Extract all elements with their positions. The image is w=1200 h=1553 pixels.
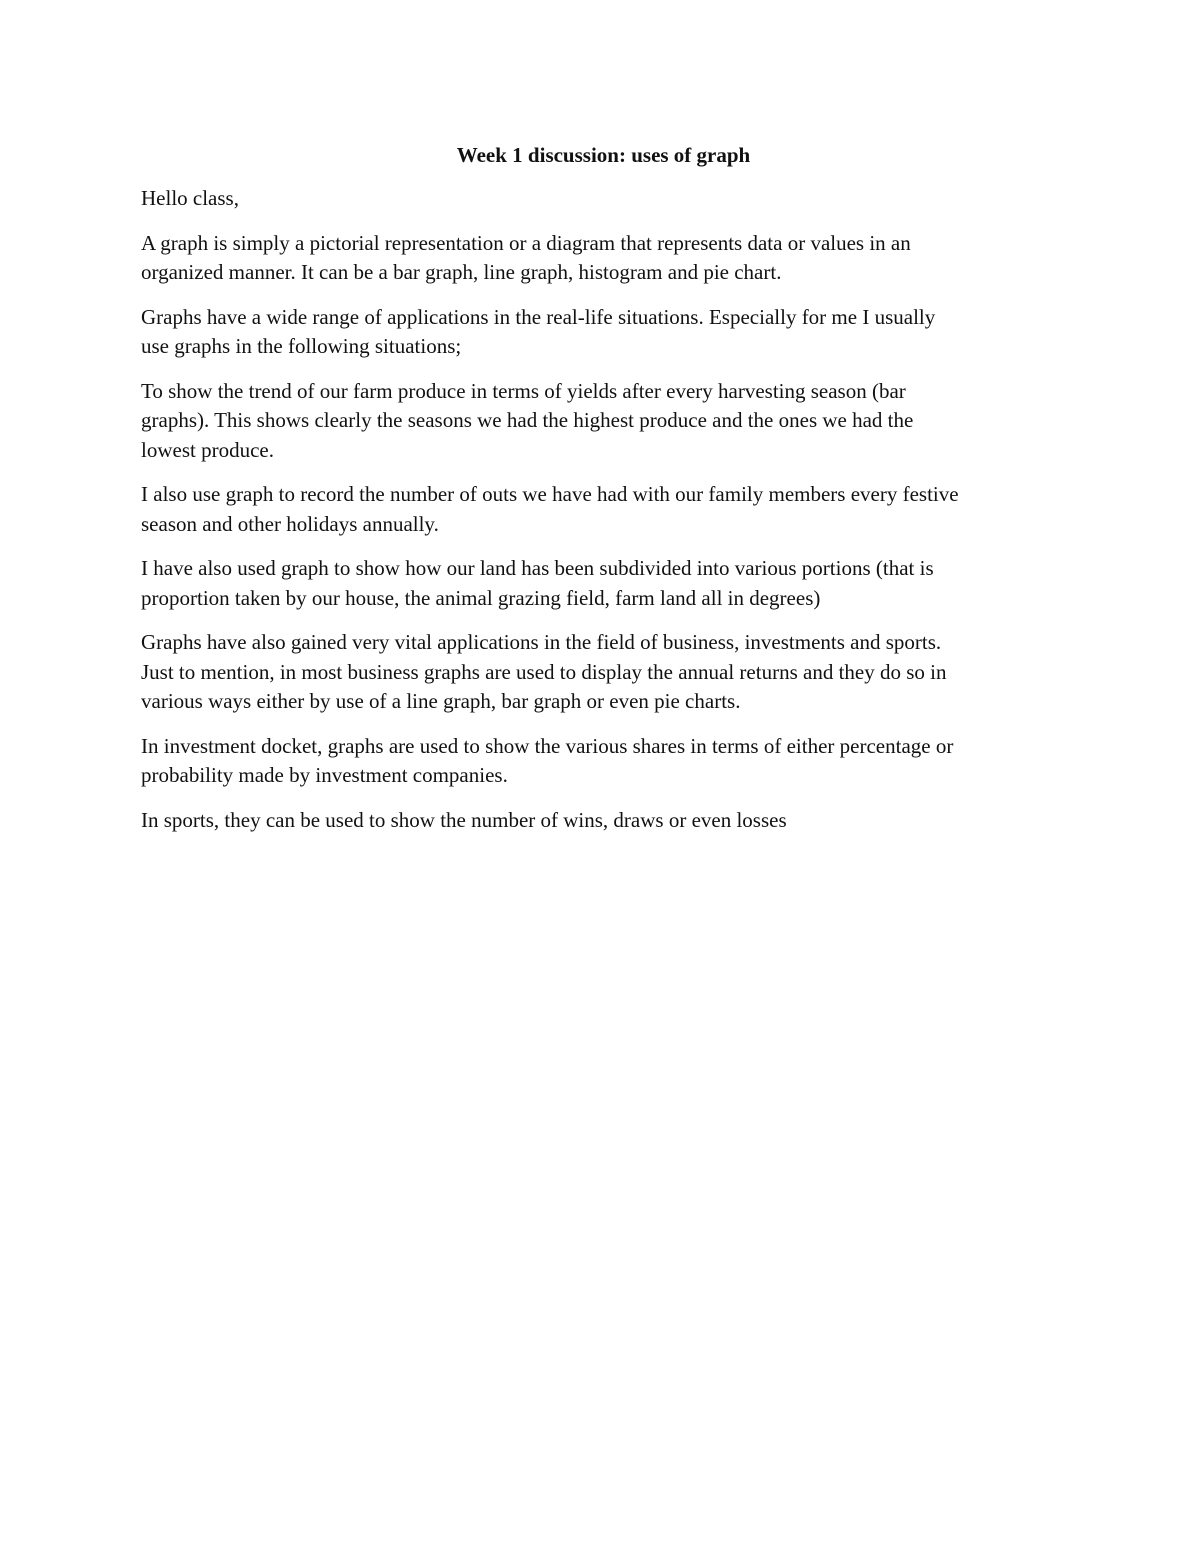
paragraph-applications bbox=[141, 303, 1066, 362]
paragraph-line: Just to mention, in most business graphs are used to display the annual returns and they do so in bbox=[141, 659, 947, 684]
paragraph-investment bbox=[141, 732, 1066, 791]
paragraph-line: graphs). This shows clearly the seasons we had the highest produce and the ones we had the bbox=[141, 408, 914, 432]
paragraph-business bbox=[141, 628, 1066, 717]
paragraph-sports bbox=[141, 806, 1066, 836]
paragraph-line: proportion taken by our house, the animal grazing field, farm land all in degrees) bbox=[141, 585, 821, 610]
paragraph-line: lowest produce. bbox=[141, 437, 274, 462]
paragraph-definition bbox=[141, 229, 1066, 288]
paragraph-line: Hello class, bbox=[141, 186, 239, 210]
paragraph-line: probability made by investment companies. bbox=[141, 763, 508, 787]
document-body bbox=[141, 140, 1066, 850]
paragraph-line: In sports, they can be used to show the number of wins, draws or even losses bbox=[141, 807, 787, 832]
paragraph-greeting bbox=[141, 184, 1066, 214]
paragraph-family-outs bbox=[141, 480, 1066, 539]
paragraph-line: I have also used graph to show how our land has been subdivided into various portions (that is bbox=[141, 556, 934, 580]
paragraph-land-subdivision bbox=[141, 554, 1066, 613]
paragraph-line: In investment docket, graphs are used to show the various shares in terms of either percentage or bbox=[141, 733, 954, 758]
paragraph-line: To show the trend of our farm produce in terms of yields after every harvesting season (bar bbox=[141, 378, 906, 403]
paragraph-line: use graphs in the following situations; bbox=[141, 334, 462, 358]
paragraph-line: organized manner. It can be a bar graph, line graph, histogram and pie chart. bbox=[141, 260, 782, 284]
paragraph-farm-produce bbox=[141, 377, 1066, 466]
paragraph-line: I also use graph to record the number of outs we have had with our family members every festive bbox=[141, 482, 959, 506]
document-title: Week 1 discussion: uses of graph bbox=[456, 143, 751, 167]
paragraph-line: Graphs have a wide range of applications in the real-life situations. Especially for me I usually bbox=[141, 304, 936, 329]
paragraph-line: various ways either by use of a line graph, bar graph or even pie charts. bbox=[141, 689, 741, 713]
paragraph-line: A graph is simply a pictorial representation or a diagram that represents data or values in an bbox=[141, 230, 911, 255]
paragraph-line: season and other holidays annually. bbox=[141, 511, 439, 536]
paragraph-line: Graphs have also gained very vital applications in the field of business, investments and sports. bbox=[141, 630, 942, 654]
